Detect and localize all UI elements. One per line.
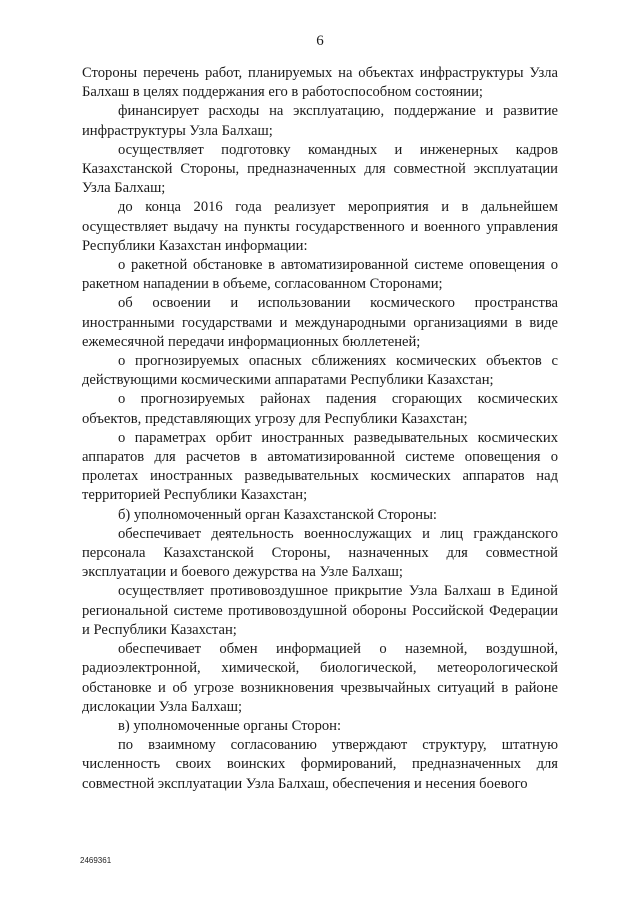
section-heading-b: б) уполномоченный орган Казахстанской Стороны: xyxy=(118,506,437,523)
paragraph: финансирует расходы на эксплуатацию, поддержание и развитие инфраструктуры Узла Балхаш; xyxy=(82,103,558,139)
paragraph: осуществляет подготовку командных и инженерных кадров Казахстанской Стороны, предназначенных для совместной эксплуатации Узла Балхаш; xyxy=(82,141,558,197)
paragraph: о прогнозируемых опасных сближениях космических объектов с действующими космическими аппаратами Республики Казахстан; xyxy=(82,353,558,389)
page-number: 6 xyxy=(316,33,324,49)
paragraph: до конца 2016 года реализует мероприятия и в дальнейшем осуществляет выдачу на пункты государственного и военного управления Республики Казахстан информации: xyxy=(82,199,558,254)
paragraph: о параметрах орбит иностранных разведывательных космических аппаратов для расчетов в автоматизированной системе оповещения о пролетах иностранных разведывательных космических аппаратов над территорией Республики Казахстан; xyxy=(82,429,558,504)
paragraph-continuation: Стороны перечень работ, планируемых на объектах инфраструктуры Узла Балхаш в целях поддержания его в работоспособном состоянии; xyxy=(82,65,558,101)
paragraph: осуществляет противовоздушное прикрытие Узла Балхаш в Единой региональной системе противовоздушной обороны Российской Федерации и Республики Казахстан; xyxy=(82,583,558,638)
section-heading-v: в) уполномоченные органы Сторон: xyxy=(118,717,342,734)
paragraph: обеспечивает деятельность военнослужащих и лиц гражданского персонала Казахстанской Стороны, назначенных для совместной эксплуатации и боевого дежурства на Узле Балхаш; xyxy=(82,525,558,581)
paragraph: по взаимному согласованию утверждают структуру, штатную численность своих воинских формирований, предназначенных для совместной эксплуатации Узла Балхаш, обеспечения и несения боевого xyxy=(82,737,558,792)
paragraph: о ракетной обстановке в автоматизированной системе оповещения о ракетном нападении в объеме, согласованном Сторонами; xyxy=(82,257,558,293)
document-body xyxy=(82,64,558,794)
paragraph: об освоении и использовании космического пространства иностранными государствами и международными организациями в виде ежемесячной передачи информационных бюллетеней; xyxy=(82,295,558,350)
footer-document-code: 2469361 xyxy=(80,856,112,865)
paragraph: обеспечивает обмен информацией о наземной, воздушной, радиоэлектронной, химической, биологической, метеорологической обстановке и об угрозе возникновения чрезвычайных ситуаций в районе дислокации Узла Балхаш; xyxy=(82,641,558,715)
paragraph: о прогнозируемых районах падения сгорающих космических объектов, представляющих угрозу для Республики Казахстан; xyxy=(82,391,558,427)
